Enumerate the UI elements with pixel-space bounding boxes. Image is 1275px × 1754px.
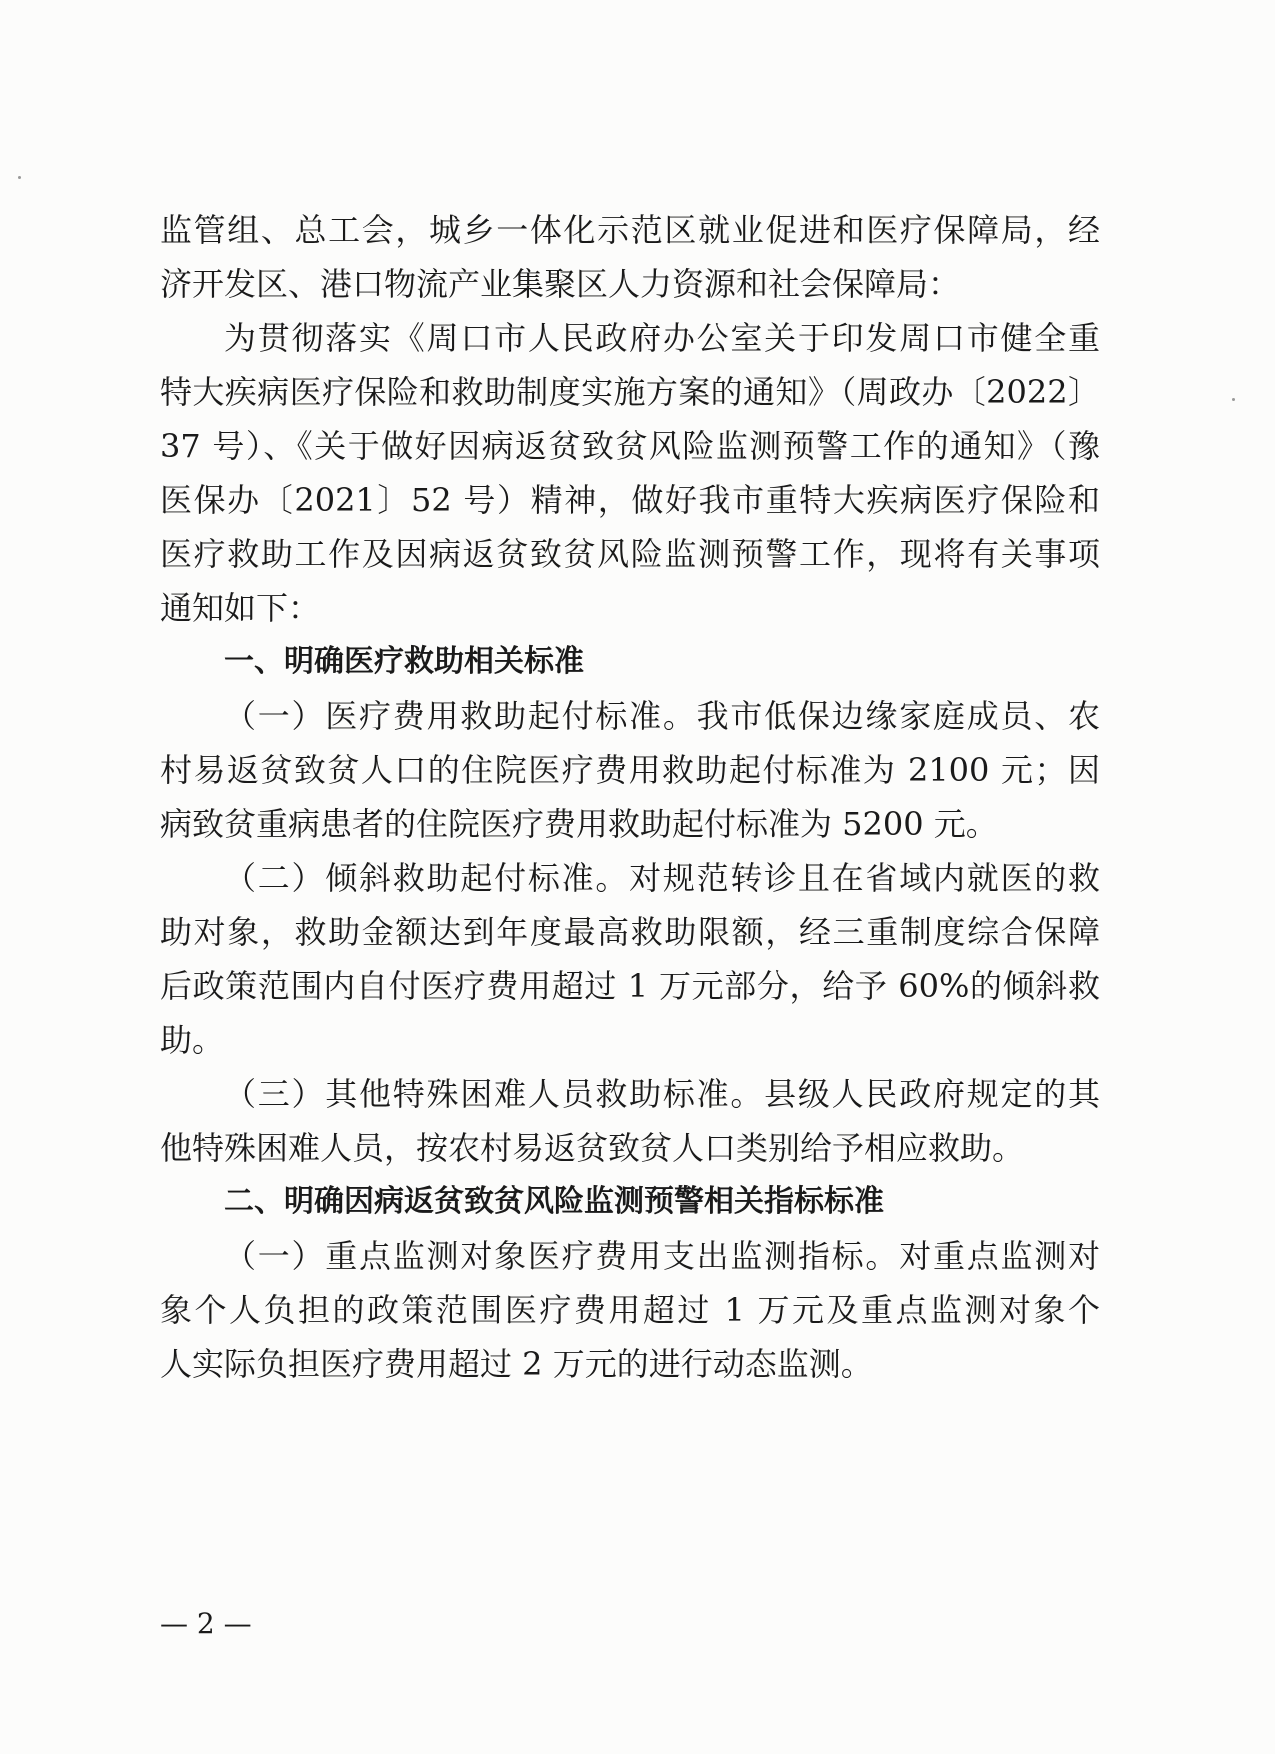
section-heading: 一、明确医疗救助相关标准 [224,644,584,679]
body-line: 特大疾病医疗保险和救助制度实施方案的通知》（周政办〔2022〕 [160,373,1100,411]
body-line: 他特殊困难人员，按农村易返贫致贫人口类别给予相应救助。 [160,1129,1025,1167]
body-line: （一）医疗费用救助起付标准。我市低保边缘家庭成员、农 [224,697,1100,735]
scan-speck [1232,398,1235,401]
body-line: 助对象，救助金额达到年度最高救助限额，经三重制度综合保障 [160,913,1100,951]
body-line: （三）其他特殊困难人员救助标准。县级人民政府规定的其 [224,1075,1100,1113]
body-line: 人实际负担医疗费用超过 2 万元的进行动态监测。 [160,1345,873,1383]
body-line: 助。 [160,1021,225,1059]
body-line: 通知如下： [160,589,321,627]
body-line: （二）倾斜救助起付标准。对规范转诊且在省域内就医的救 [224,859,1100,897]
body-line: 济开发区、港口物流产业集聚区人力资源和社会保障局： [160,265,961,303]
scan-speck [18,176,21,179]
body-line: 医疗救助工作及因病返贫致贫风险监测预警工作，现将有关事项 [160,535,1100,573]
body-line: 为贯彻落实《周口市人民政府办公室关于印发周口市健全重 [224,319,1100,357]
body-line: 象个人负担的政策范围医疗费用超过 1 万元及重点监测对象个 [160,1291,1100,1329]
body-line: 病致贫重病患者的住院医疗费用救助起付标准为 5200 元。 [160,805,998,843]
body-line: 后政策范围内自付医疗费用超过 1 万元部分，给予 60%的倾斜救 [160,967,1100,1005]
section-heading: 二、明确因病返贫致贫风险监测预警相关指标标准 [224,1184,884,1219]
body-line: （一）重点监测对象医疗费用支出监测指标。对重点监测对 [224,1237,1100,1275]
page-number: — 2 — [160,1607,252,1640]
body-line: 37 号）、《关于做好因病返贫致贫风险监测预警工作的通知》（豫 [160,427,1100,465]
body-line: 村易返贫致贫人口的住院医疗费用救助起付标准为 2100 元；因 [160,751,1100,789]
body-line: 监管组、总工会，城乡一体化示范区就业促进和医疗保障局，经 [160,211,1100,249]
body-line: 医保办〔2021〕52 号）精神，做好我市重特大疾病医疗保险和 [160,481,1100,519]
